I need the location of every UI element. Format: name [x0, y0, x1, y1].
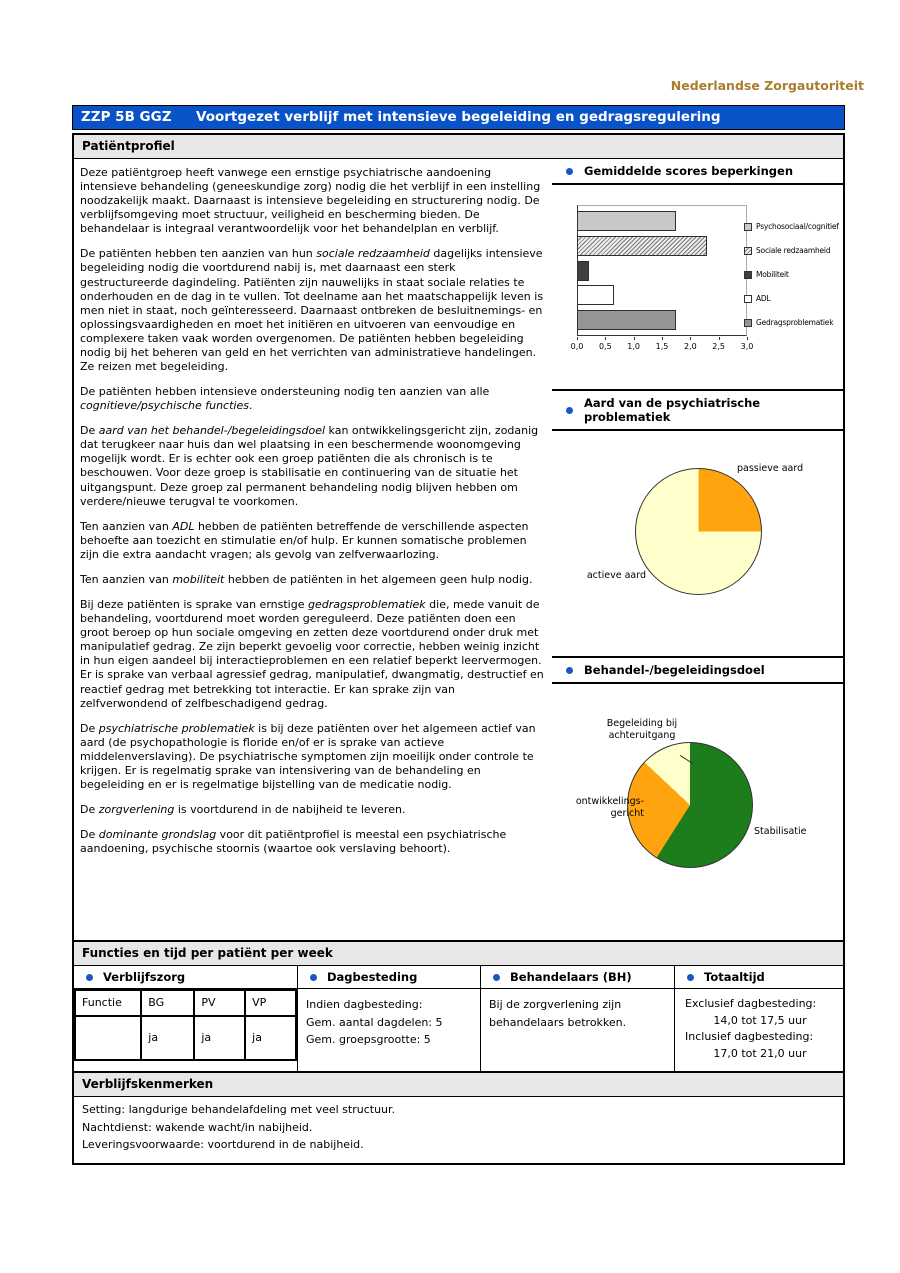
legend-item [744, 270, 839, 279]
profile-text [74, 159, 552, 940]
column-dagbesteding [298, 966, 481, 1071]
title-bar [72, 105, 845, 130]
paragraph [80, 520, 544, 562]
column-label: Verblijfszorg [103, 970, 186, 984]
paragraph [80, 573, 544, 587]
bar-axis [570, 337, 754, 353]
tick-mark [719, 337, 720, 340]
text-run: De [80, 803, 99, 817]
totaaltijd-line: Inclusief dagbesteding: [685, 1030, 814, 1043]
bullet-icon [566, 667, 573, 674]
totaaltijd-cell [675, 989, 843, 1069]
tick-mark [605, 337, 606, 340]
bar-legend [744, 222, 839, 342]
subtable-cell: BG [141, 990, 194, 1016]
bullet-icon [493, 974, 500, 981]
italic-term: ADL [172, 519, 195, 533]
legend-label: Gedragsproblematiek [756, 318, 834, 327]
bullet-icon [687, 974, 694, 981]
subtable-cell: Functie [75, 990, 141, 1016]
legend-item [744, 318, 839, 327]
text-run: Ten aanzien van [80, 572, 173, 586]
pie-label-begeleiding: Begeleiding bij achteruitgang [606, 718, 678, 741]
dagbesteding-line: Gem. aantal dagdelen: 5 [306, 1015, 443, 1029]
italic-term: zorgverlening [98, 803, 175, 817]
bar-ADL [578, 285, 614, 305]
text-run: kan ontwikkelingsgericht zijn, zodanig dat terugkeer naar huis dan wel plaatsing in een beschermende woonomgeving mogelijk wordt. Er is echter ook een groep patiënten die als chronisch is te beschouwen. Voor deze groep is stabilisatie en continuering van de situatie het uitgangspunt. Deze groep zal permanent behandeling nodig blijven hebben om verdere/nieuwe terugval te voorkomen. [80, 424, 539, 508]
tick-mark [634, 337, 635, 340]
subtable-cell: ja [194, 1016, 245, 1060]
text-run: is voortdurend in de nabijheid te leveren. [174, 803, 406, 817]
chart-section-aard [552, 389, 843, 656]
column-verblijfszorg [74, 966, 298, 1071]
paragraph [80, 722, 544, 792]
text-run: Ten aanzien van [80, 519, 173, 533]
paragraph [80, 424, 544, 508]
legend-label: ADL [756, 294, 771, 303]
text-run: die, mede vanuit de behandeling, voortdurend moet worden gereguleerd. Deze patiënten doen een groot beroep op hun sociale omgeving en zetten deze voortdurend onder druk met manipulatief gedrag. Ze zijn beperkt gevoelig voor correctie, hebben weinig inzicht in hun eigen aandeel bij interactieproblemen en een relatief beperkt leervermogen. Er is sprake van verbaal agressief gedrag, manipulatief, dwangmatig, destructief en reactief gedrag met betrekking tot interactie. Er kan sprake zijn van zelfverwondend of zelfbeschadigend gedrag. [80, 598, 544, 710]
text-run: De patiënten hebben intensieve ondersteuning nodig ten aanzien van alle [80, 385, 490, 399]
chart-title-scores: Gemiddelde scores beperkingen [584, 164, 794, 178]
bar-Sociale redzaamheid [578, 236, 707, 256]
tick-label: 2,5 [712, 342, 726, 351]
verblijfskenmerken-text [74, 1097, 843, 1163]
legend-swatch-icon [744, 271, 752, 279]
section-header-functies: Functies en tijd per patiënt per week [74, 942, 843, 966]
legend-item [744, 246, 839, 255]
bullet-icon [566, 407, 573, 414]
legend-label: Mobiliteit [756, 270, 789, 279]
tick-label: 0,0 [570, 342, 584, 351]
subtable-data-row [75, 1016, 296, 1060]
tick-mark [662, 337, 663, 340]
document-body [72, 133, 845, 1165]
column-header-totaaltijd [675, 966, 843, 989]
pie-label-ontwikkelingsgericht: ontwikkelings-gericht [575, 796, 644, 819]
text-run: . [248, 399, 253, 413]
zzp-document [72, 105, 845, 1165]
italic-term: aard van het behandel-/begeleidingsdoel [98, 424, 326, 438]
italic-term: cognitieve/psychische functies [80, 399, 249, 413]
text-run: hebben de patiënten betreffende de verschillende aspecten behoefte aan toezicht en stimulatie en/of hulp. Er kunnen somatische problemen zijn die extra aandacht vragen; als gevolg van zelfverwaarlozing. [80, 519, 529, 561]
column-header-behandelaars [481, 966, 674, 989]
chart-header-doel [552, 658, 843, 684]
charts-column [552, 159, 843, 940]
nza-logo: Nederlandse Zorgautoriteit [670, 78, 864, 93]
text-run: De patiënten hebben ten aanzien van hun [80, 247, 317, 261]
subtable-cell: ja [245, 1016, 296, 1060]
tick-label: 3,0 [740, 342, 754, 351]
legend-swatch-icon [744, 223, 752, 231]
tick-label: 1,0 [627, 342, 641, 351]
verblijfszorg-cell [74, 989, 297, 1071]
legend-item [744, 222, 839, 231]
document-title: Voortgezet verblijf met intensieve begeleiding en gedragsregulering [196, 109, 721, 125]
column-totaaltijd [675, 966, 843, 1071]
dagbesteding-cell [298, 989, 480, 1069]
dagbesteding-line: Indien dagbesteding: [306, 998, 423, 1011]
legend-swatch-icon [744, 295, 752, 303]
section-header-patientprofiel: Patiëntprofiel [74, 135, 843, 159]
chart-section-doel [552, 656, 843, 940]
totaaltijd-line: 14,0 tot 17,5 uur [713, 1013, 807, 1027]
bullet-icon [310, 974, 317, 981]
italic-term: dominante grondslag [98, 828, 217, 842]
functies-table [74, 966, 843, 1071]
column-behandelaars [481, 966, 675, 1071]
paragraph [80, 166, 544, 236]
pie-chart-aard [552, 431, 843, 656]
column-header-dagbesteding [298, 966, 480, 989]
text-run: De [80, 721, 99, 735]
legend-swatch-icon [744, 247, 752, 255]
kenmerk-line: Nachtdienst: wakende wacht/in nabijheid. [82, 1120, 313, 1134]
legend-label: Psychosociaal/cognitief [756, 222, 839, 231]
column-header-verblijfszorg [74, 966, 297, 989]
section-header-verblijfskenmerken: Verblijfskenmerken [74, 1071, 843, 1097]
chart-header-aard [552, 391, 843, 431]
bullet-icon [566, 168, 573, 175]
text-run: voor dit patiëntprofiel is meestal een psychiatrische aandoening, psychische stoornis (waartoe ook verslaving behoort). [80, 828, 507, 856]
legend-item [744, 294, 839, 303]
dagbesteding-line: Gem. groepsgrootte: 5 [306, 1033, 431, 1047]
pie-aard [635, 468, 762, 595]
subtable-cell: ja [141, 1016, 194, 1060]
chart-header-scores [552, 159, 843, 185]
pie-label-passieve-aard: passieve aard [737, 463, 804, 474]
behandelaars-cell: Bij de zorgverlening zijn behandelaars betrokken. [489, 998, 627, 1029]
chart-title-aard: Aard van de psychiatrische problematiek [584, 396, 761, 424]
subtable-cell: PV [194, 990, 245, 1016]
paragraph [80, 828, 544, 856]
bar-Psychosociaal/cognitief [578, 211, 676, 231]
tick-mark [690, 337, 691, 340]
italic-term: psychiatrische problematiek [98, 721, 255, 735]
legend-label: Sociale redzaamheid [756, 246, 831, 255]
pie-label-actieve-aard: actieve aard [586, 570, 646, 581]
paragraph [80, 598, 544, 711]
kenmerk-line: Leveringsvoorwaarde: voortdurend in de nabijheid. [82, 1138, 364, 1152]
italic-term: gedragsproblematiek [307, 598, 426, 612]
column-label: Behandelaars (BH) [510, 970, 632, 984]
paragraph [80, 803, 544, 817]
tick-label: 1,5 [655, 342, 669, 351]
kenmerk-line: Setting: langdurige behandelafdeling met veel structuur. [82, 1103, 396, 1116]
pie-label-stabilisatie: Stabilisatie [754, 826, 807, 837]
italic-term: mobiliteit [172, 572, 225, 586]
paragraph [80, 385, 544, 413]
subtable-cell [75, 1016, 141, 1060]
verblijfszorg-subtable [74, 989, 297, 1061]
text-run: dagelijks intensieve begeleiding nodig die voortdurend nabij is, met daarnaast een sterk gestructureerde dagindeling. Patiënten zijn nauwelijks in staat sociale relaties te onderhouden en de dag in te vullen. Tot deelname aan het maatschappelijk leven is men niet in staat, noch geïnteresseerd. Daarnaast ontbreken de besluitnemings- en oplossingsvaardigheden en moet het initiëren en uitvoeren van eenvoudige en complexere taken vaak worden overgenomen. De patiënten hebben begeleiding nodig bij het beheren van geld en het verrichten van administratieve handelingen. Ze reizen met begeleiding. [80, 247, 544, 374]
tick-label: 2,0 [683, 342, 697, 351]
tick-mark [577, 337, 578, 340]
pie-chart-doel [552, 684, 843, 940]
italic-term: sociale redzaamheid [316, 247, 430, 261]
bar-Gedragsproblematiek [578, 310, 676, 330]
totaaltijd-line: Exclusief dagbesteding: [685, 997, 817, 1010]
text-run: Bij deze patiënten is sprake van ernstige [80, 598, 308, 612]
bar-chart [552, 185, 843, 389]
bar-Mobiliteit [578, 261, 589, 281]
tick-label: 0,5 [598, 342, 612, 351]
totaaltijd-line: 17,0 tot 21,0 uur [713, 1046, 807, 1060]
chart-title-doel: Behandel-/begeleidingsdoel [584, 663, 765, 677]
text-run: Deze patiëntgroep heeft vanwege een ernstige psychiatrische aandoening intensieve behandeling (geneeskundige zorg) nodig die het verblijf in een instelling noodzakelijk maakt. Daarnaast is intensieve begeleiding en structurering nodig. De verblijfsomgeving moet structuur, veiligheid en bescherming bieden. De behandelaar is integraal verantwoordelijk voor het behandelplan en verblijf. [80, 166, 541, 236]
column-label: Dagbesteding [327, 970, 418, 984]
text-run: hebben de patiënten in het algemeen geen hulp nodig. [224, 572, 533, 586]
text-run: De [80, 424, 99, 438]
legend-swatch-icon [744, 319, 752, 327]
text-run: De [80, 828, 99, 842]
chart-section-scores [552, 159, 843, 389]
patient-profile-row [74, 159, 843, 942]
paragraph [80, 247, 544, 374]
text-run: is bij deze patiënten over het algemeen actief van aard (de psychopathologie is floride en/of er is sprake van actieve middelenverslaving). De psychiatrische symptomen zijn moeilijk onder controle te krijgen. Er is regelmatig sprake van intensivering van de behandeling en begeleiding en er is regelmatige bijstelling van de medicatie nodig. [80, 721, 536, 791]
zzp-code: ZZP 5B GGZ [81, 109, 172, 125]
subtable-cell: VP [245, 990, 296, 1016]
column-label: Totaaltijd [704, 970, 765, 984]
bar-plot [577, 205, 747, 336]
bullet-icon [86, 974, 93, 981]
subtable-header-row [75, 990, 296, 1016]
